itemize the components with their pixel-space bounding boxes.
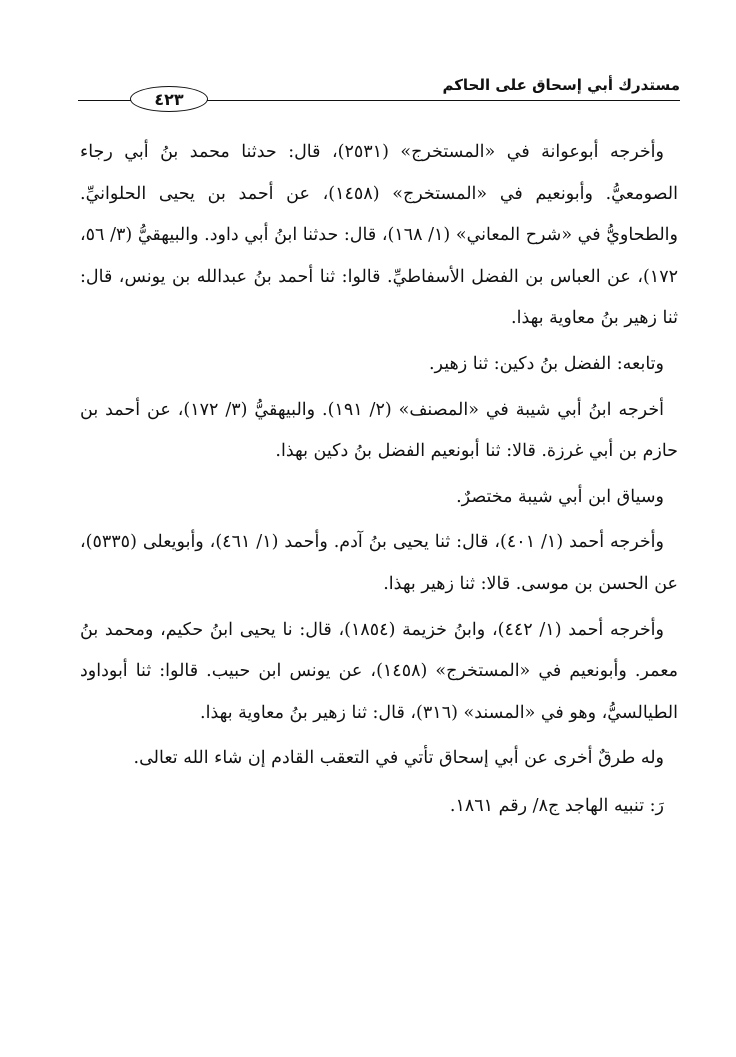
page-number-badge: ٤٢٣ <box>130 86 208 112</box>
paragraph-ahmad-abu-yala: وأخرجه أحمد (١/ ٤٠١)، قال: ثنا يحيى بنُ آدم. وأحمد (١/ ٤٦١)، وأبويعلى (٥٣٣٥)، عن الحسن بن موسى. قالا: ثنا زهير بهذا. <box>80 532 678 594</box>
paragraph-siyaq-note: وسياق ابن أبي شيبة مختصرٌ. <box>456 486 664 507</box>
paragraph-takhrij-abu-awana: وأخرجه أبوعوانة في «المستخرج» (٢٥٣١)، قال: حدثنا محمد بنُ أبي رجاء الصومعيُّ. وأبونعيم في «المستخرج» (١٤٥٨)، عن أحمد بن يحيى الحلوانيِّ. والطحاويُّ في «شرح المعاني» (١/ ١٦٨)، قال: حدثنا ابنُ أبي داود. والبيهقيُّ (٣/ ٥٦، ١٧٢)، عن العباس بن الفضل الأسفاطيِّ. قالوا: ثنا أحمد بنُ عبدالله بن يونس، قال: ثنا زهير بنُ معاوية بهذا. <box>80 142 678 329</box>
paragraph-other-routes: وله طرقٌ أخرى عن أبي إسحاق تأتي في التعقب القادم إن شاء الله تعالى. <box>133 748 664 769</box>
paragraph-ibn-abi-shayba: أخرجه ابنُ أبي شيبة في «المصنف» (٢/ ١٩١). والبيهقيُّ (٣/ ١٧٢)، عن أحمد بن حازم بن أبي غرزة. قالا: ثنا أبونعيم الفضل بنُ دكين بهذا. <box>80 399 678 462</box>
paragraph-mutaba-fadl: وتابعه: الفضل بنُ دكين: ثنا زهير. <box>428 353 664 374</box>
running-title: مستدرك أبي إسحاق على الحاكم <box>442 76 680 94</box>
paragraph-cross-reference: رَ: تنبيه الهاجد ج٨/ رقم ١٨٦١. <box>449 795 664 816</box>
body-text <box>80 132 678 832</box>
paragraph-ahmad-ibn-khuzayma: وأخرجه أحمد (١/ ٤٤٢)، وابنُ خزيمة (١٨٥٤)، قال: نا يحيى ابنُ حكيم، ومحمد بنُ معمر. وأبونعيم في «المستخرج» (١٤٥٨)، عن يونس ابن حبيب. قالوا: ثنا أبوداود الطيالسيُّ، وهو في «المسند» (٣١٦)، قال: ثنا زهير بنُ معاوية بهذا. <box>80 619 679 723</box>
page-header <box>78 68 680 108</box>
